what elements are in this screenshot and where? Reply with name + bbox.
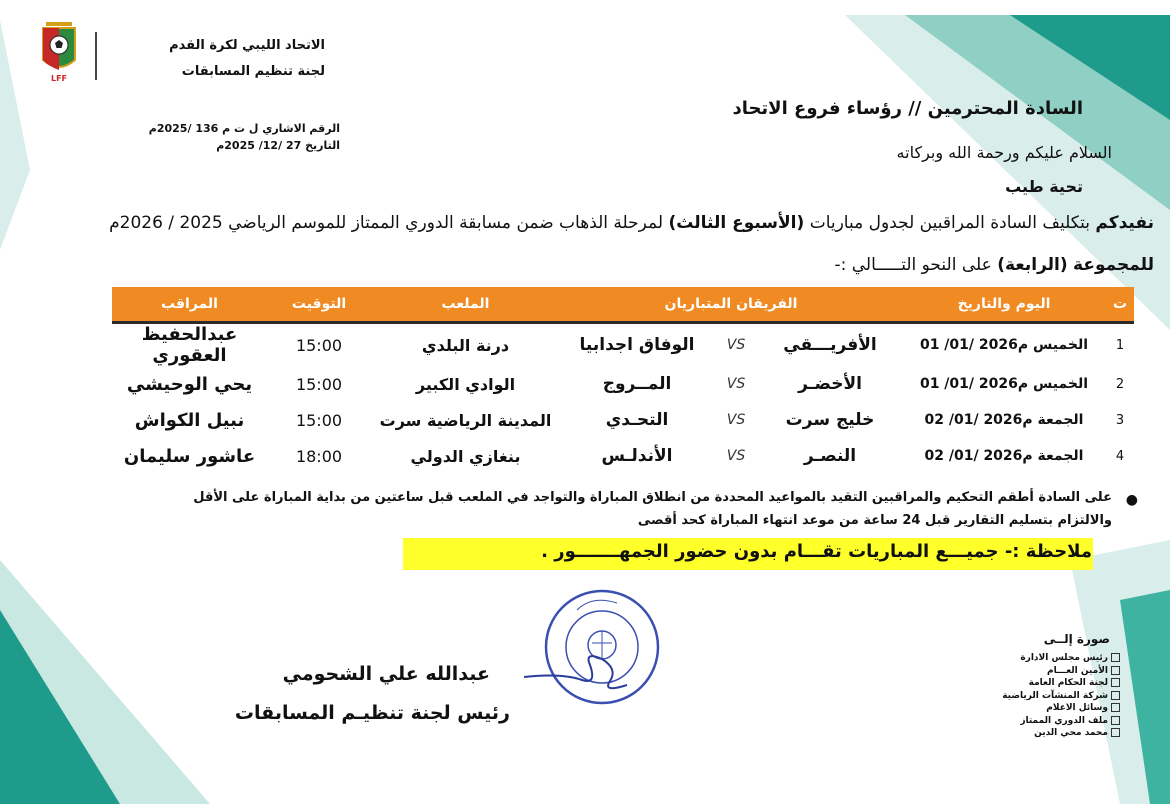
list-item: الأمين العـــام [950,665,1120,678]
list-item: شركة المنشآت الرياضية [950,690,1120,703]
group-label: للمجموعة [1073,255,1154,275]
match-date-cell [902,323,1106,367]
greeting: السلام عليكم ورحمة الله وبركاته [896,143,1112,162]
committee-name: لجنة تنظيم المسابقات [181,64,325,79]
checkbox-icon [1111,653,1120,662]
match-day: الخميس [1033,337,1089,353]
table-row [112,323,1134,367]
vs-label: VS [726,337,746,353]
kickoff-time: 18:00 [295,446,343,466]
lff-logo-icon [38,20,80,84]
header-venue: الملعب [371,287,560,323]
table-row [112,438,1134,474]
match-date: 02 /01/ 2026م [924,448,1033,464]
intro-text-1: بتكليف السادة المراقبين لجدول مباريات [809,213,1090,233]
organization-name: الاتحاد الليبي لكرة القدم [169,38,325,53]
official-stamp-icon [522,585,672,715]
list-item: محمد محي الدين [950,727,1120,740]
match-date: 01 /01/ 2026م [919,337,1029,353]
salutation: تحية طيب [1005,177,1083,196]
table-header-row [112,287,1134,323]
header-time: التوقيت [267,287,371,323]
logo-text: LFF [50,74,68,83]
observer: نبيل الكواش [134,409,245,431]
addressee: السادة المحترمين // رؤساء فروع الاتحاد [732,98,1083,119]
row-number: 1 [1115,337,1125,353]
list-item: ملف الدوري الممتاز [950,715,1120,728]
row-number: 4 [1115,448,1125,464]
instruction-line-1: على السادة أطقم التحكيم والمراقبين التقيد بالمواعيد المحددة من انطلاق المباراة والتواجد في الملعب قبل ساعتين من بداية المباراة على الأقل [193,490,1112,505]
schedule-table [112,287,1134,474]
copies-title: صورة إلــى [1043,632,1110,646]
reference-number: الرقم الاشاري ل ت م 136 /2025م [148,122,340,135]
match-day: الجمعة [1037,448,1084,464]
home-team: الأخضـر [798,374,862,394]
instruction-line-2: والالتزام بتسليم التقارير قبل 24 ساعة من موعد انتهاء المباراة كحد أقصى [637,513,1112,528]
venue: المدينة الرياضية سرت [379,410,552,430]
vs-label: VS [726,376,746,392]
header-observer: المراقب [112,287,267,323]
header-date: اليوم والتاريخ [902,287,1106,323]
signer-title: رئيس لجنة تنظيـم المسابقات [234,702,510,724]
copies-list [950,652,1120,740]
kickoff-time: 15:00 [295,410,343,430]
kickoff-time: 15:00 [295,335,343,355]
list-item: وسائل الاعلام [950,702,1120,715]
home-team: النصـر [803,446,857,466]
list-item: لجنة الحكام العامة [950,677,1120,690]
intro-paragraph [104,213,1154,233]
vs-label: VS [726,412,746,428]
row-number: 2 [1115,376,1125,392]
group-name: (الرابعة) [997,255,1068,275]
match-date-cell [902,438,1106,474]
home-team: خليج سرت [785,410,875,430]
header-teams: الفريقان المتباريان [560,287,902,323]
intro-text-2: لمرحلة الذهاب ضمن مسابقة الدوري الممتاز للموسم الرياضي 2025 / 2026م [109,213,664,233]
header-no: ت [1106,287,1134,323]
group-suffix: على النحو التـــــالي :- [834,255,992,275]
match-date-cell [902,366,1106,402]
note-text: ملاحظة :- جميـــع المباريات تقـــام بدون حضور الجمهـــــــور . [541,541,1092,562]
away-team: التحـدي [605,410,669,430]
list-item: رئيس مجلس الادارة [950,652,1120,665]
checkbox-icon [1111,716,1120,725]
observer: يحي الوحيشي [126,373,253,395]
venue: بنغازي الدولي [410,446,521,466]
bullet-icon: ● [1125,492,1138,508]
table-row [112,402,1134,438]
venue: درنة البلدي [421,335,510,355]
group-line [835,255,1155,275]
away-team: المــروج [602,374,672,394]
checkbox-icon [1111,666,1120,675]
signer-name: عبدالله علي الشحومي [282,663,490,685]
home-team: الأفريـــقي [783,335,877,355]
table-row [112,366,1134,402]
venue: الوادي الكبير [415,374,516,394]
observer: عبدالحفيظ العقوري [141,324,238,366]
header-divider [95,32,97,80]
kickoff-time: 15:00 [295,374,343,394]
checkbox-icon [1111,691,1120,700]
checkbox-icon [1111,728,1120,737]
letter-date: التاريخ 27 /12/ 2025م [216,139,340,152]
match-day: الجمعة [1037,412,1084,428]
away-team: الوفاق اجدابيا [579,335,695,355]
checkbox-icon [1111,678,1120,687]
match-date: 01 /01/ 2026م [919,376,1029,392]
match-day: الخميس [1033,376,1089,392]
away-team: الأندلـس [601,446,673,466]
match-date-cell [902,402,1106,438]
vs-label: VS [726,448,746,464]
intro-week: (الأسبوع الثالث) [668,213,805,233]
observer: عاشور سليمان [123,445,256,467]
match-date: 02 /01/ 2026م [924,412,1033,428]
checkbox-icon [1111,703,1120,712]
intro-bold: نفيدكم [1095,213,1154,233]
row-number: 3 [1115,412,1125,428]
